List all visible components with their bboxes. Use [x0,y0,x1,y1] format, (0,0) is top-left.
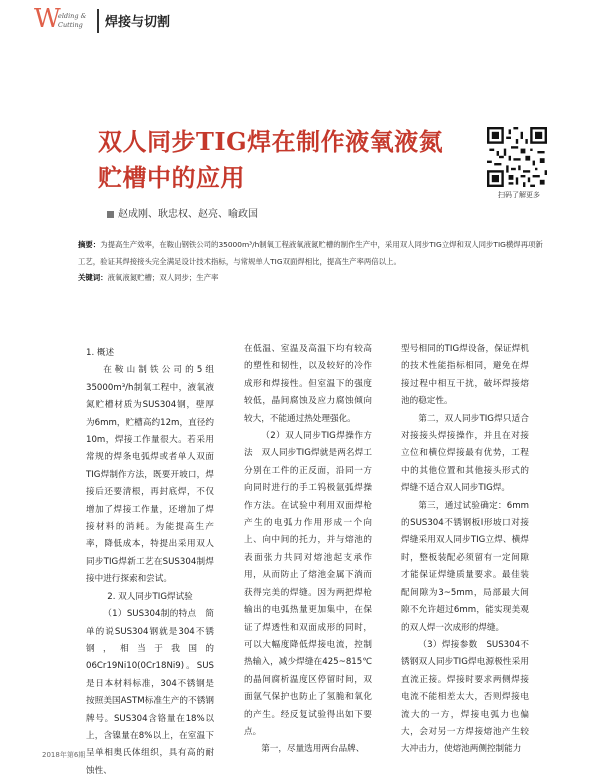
section-heading: 2. 双人同步TIG焊试验 [107,591,193,602]
paragraph: 第二，双人同步TIG焊只适合对接接头焊接操作，并且在对接立位和横位焊接最有优势，工程中的其他位置和其他接头形式的焊缝不适合双人同步TIG焊。 [401,413,529,494]
article-title-line-1: 双人同步TIG焊在制作液氧液氮 [98,127,444,156]
paragraph: 在鞍山制铁公司的5组35000m³/h制氧工程中，液氧液氮贮槽材质为SUS304钢，壁厚为6mm，贮槽高约12m，直径约10m，焊接工作量很大。若采用常规的焊条电弧焊或者单人双面TIG焊制作方法，既要开坡口，焊接后还要清根，再封底焊，不仅增加了焊接工作量，还增加了焊接材料的消耗。为能提高生产率，降低成本，特提出采用双人同步TIG焊新工艺在SUS304制焊接中进行探索和尝试。 [86,365,214,585]
paragraph: 第一，尽量选用两台品牌、 [261,744,365,755]
paragraph: （2）双人同步TIG焊操作方法 双人同步TIG焊就是两名焊工分别在工件的正反面，沿同一方向同时进行的手工钨极氩弧焊操作方法。在试验中利用双面焊枪产生的电弧力作用形成一个向上、向中间的托力，并与熔池的表面张力共同对熔池起支承作用，从而防止了熔池金属下淌而获得完美的焊缝。因为两把焊枪输出的电弧热量更加集中，在保证了焊透性和双面成形的同时，可以大幅度降低焊接电流，控制热输入，减少焊缝在425~815℃的晶间腐析温度区停留时间，双面氩气保护也防止了氢脆和氧化的产生。经反复试验得出如下要点。 [244,431,372,737]
paragraph: （3）焊接参数 SUS304不锈钢双人同步TIG焊电源极性采用直流正接。焊接时要求两侧焊接电流不能相差太大，否则焊接电流大的一方，焊接电弧力也偏大，会对另一方焊接熔池产生较大冲击力，使熔池两侧控制能力 [401,639,529,755]
article-title-line-2: 贮槽中的应用 [98,163,245,192]
abstract-text: 为提高生产效率，在鞍山钢铁公司的35000m³/h制氧工程液氧液氮贮槽的制作生产中，采用双人同步TIG立焊和双人同步TIG横焊再项新工艺，验证其焊接接头完全满足设计技术指标，与常规单人TIG双面焊相比，提高生产率两倍以上。 [78,240,543,266]
paragraph: 型号相同的TIG焊设备，保证焊机的技术性能指标相同，避免在焊接过程中相互干扰，破坏焊接熔池的稳定性。 [401,344,529,407]
paragraph: 在低温、室温及高温下均有较高的塑性和韧性，以及较好的冷作成形和焊接性。但室温下的强度较低，晶间腐蚀及应力腐蚀倾向较大，不能通过热处理强化。 [244,344,372,424]
authors: 赵成刚、耿忠权、赵亮、喻政国 [118,209,258,220]
paragraph: 第三，通过试验确定：6mm的SUS304不锈钢板I形坡口对接焊缝采用双人同步TIG立焊、横焊时，整板装配必须留有一定间隙才能保证焊缝质量要求。最佳装配间隙为3~5mm，局部最大间隙不允许超过6mm，能实现美观的双人焊一次成形的焊缝。 [401,500,529,633]
bullet-square-icon [107,211,114,218]
keywords-label: 关键词： [78,273,108,282]
logo-line-1: elding & [58,12,87,20]
header-divider [97,9,99,33]
keywords [78,272,218,283]
section-logo-letter: W [34,4,61,34]
body-column-2 [244,341,372,759]
page-footer: 2018年第6期 [42,751,86,759]
abstract [78,236,548,270]
keywords-text: 液氧液氮贮槽；双人同步；生产率 [107,273,219,282]
section-heading: 1. 概述 [86,348,115,358]
author-line [107,205,258,220]
qr-code-icon[interactable] [487,127,547,187]
article-title [98,124,478,196]
qr-code-label: 扫码了解更多 [498,191,540,199]
abstract-label: 摘要： [78,240,101,249]
section-title: 焊接与切割 [105,15,171,30]
section-logo-subtitle [58,12,86,30]
paragraph: （1）SUS304制的特点 简单的说SUS304钢就是304不锈钢，相当于我国的06Cr19Ni10(0Cr18Ni9)。SUS是日本材料标准，304不锈钢是按照美国ASTM标准生产的不锈钢牌号。SUS304含铬量在18%以上，含镍量在8%以上，在室温下呈单相奥氏体组织，具有高的耐蚀性、 [86,609,214,776]
body-column-3 [401,341,529,759]
body-column-1 [86,345,214,780]
logo-line-2: Cutting [58,21,83,29]
